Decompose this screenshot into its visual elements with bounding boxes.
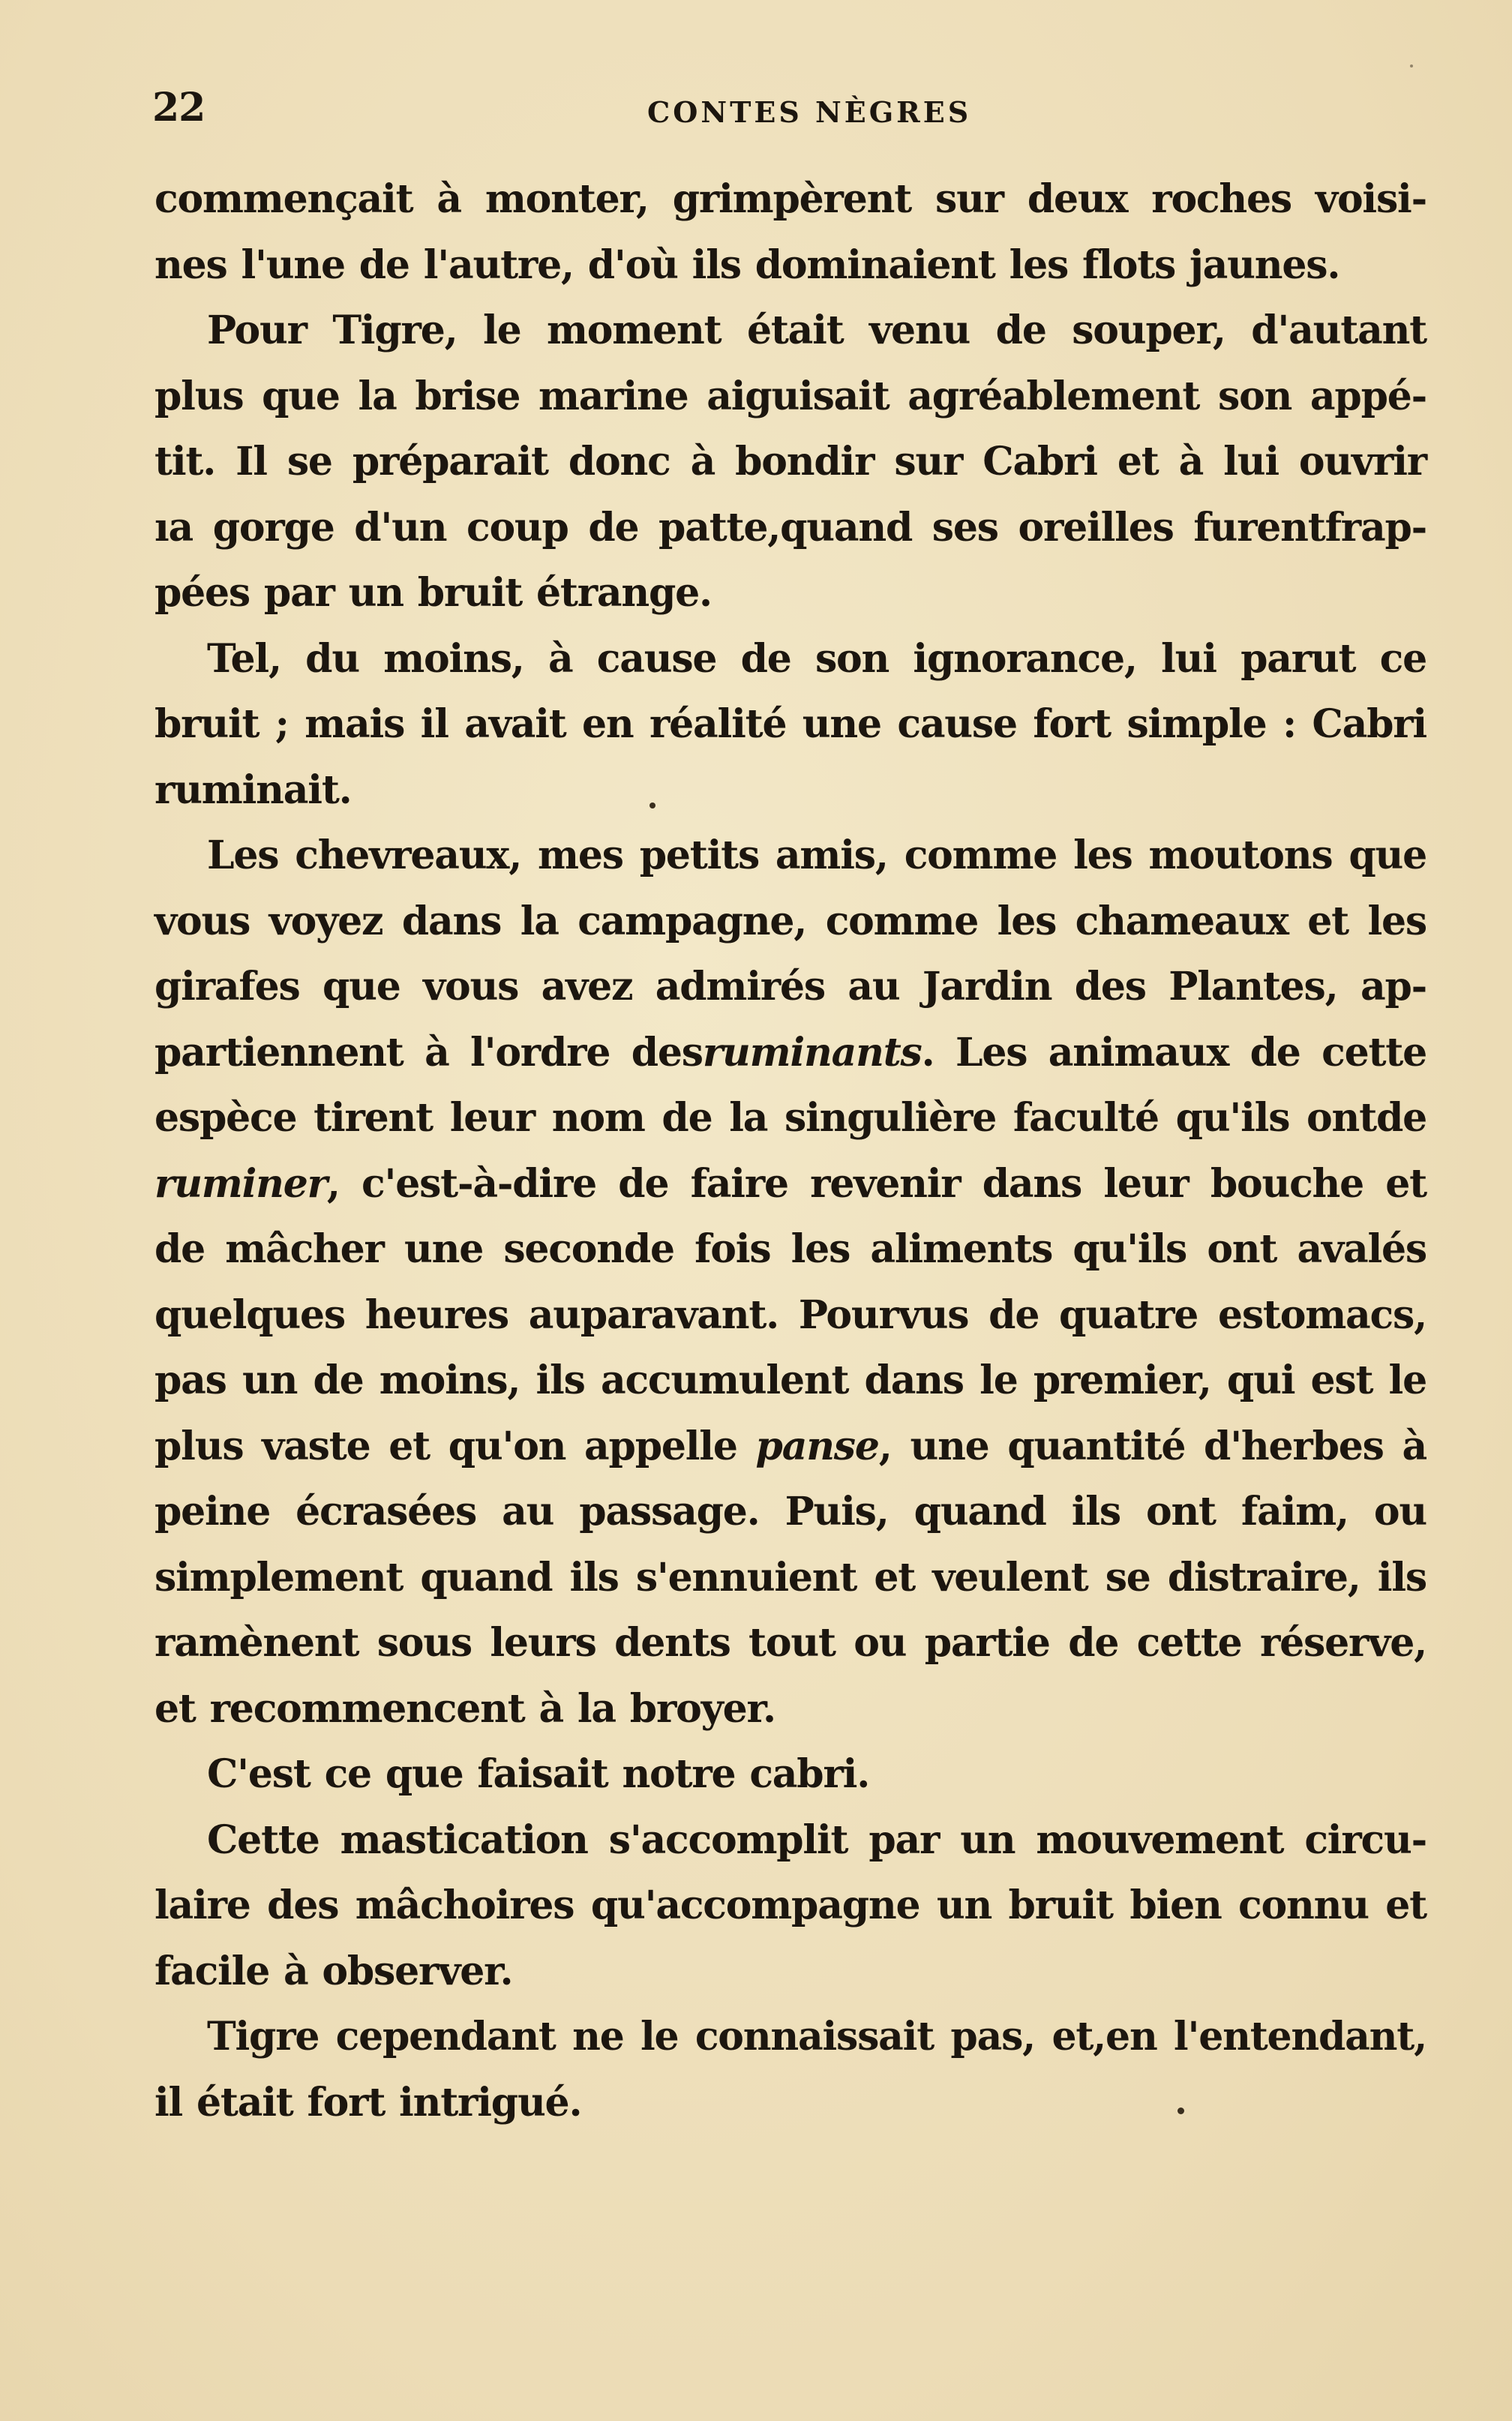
text-line: commençait à monter, grimpèrent sur deux roches voisi- (154, 176, 1426, 222)
text-line (154, 1020, 1426, 1086)
text-line: Les chevreaux, mes petits amis, comme les moutons que (207, 832, 1426, 878)
text-line: ıa gorge d'un coup de patte,quand ses oreilles furentfrap- (154, 504, 1426, 550)
text-segment: , c'est-à-dire de faire revenir dans leur bouche et (326, 1160, 1426, 1207)
text-line: Tel, du moins, à cause de son ignorance, lui parut ce (207, 635, 1426, 682)
italic-term: ruminants (702, 1029, 922, 1076)
text-line: Pour Tigre, le moment était venu de souper, d'autant (207, 308, 1426, 353)
ink-speck (1178, 2108, 1184, 2114)
text-segment: partiennent à l'ordre des (154, 1029, 703, 1076)
text-segment: plus vaste et qu'on appelle (154, 1423, 737, 1469)
italic-term: panse (755, 1423, 879, 1469)
text-line: nes l'une de l'autre, d'où ils dominaient les flots jaunes. (154, 242, 1340, 288)
text-line: facile à observer. (154, 1948, 513, 1994)
page-number: 22 (152, 85, 206, 130)
italic-term: ruminer (154, 1160, 327, 1207)
text-line: laire des mâchoires qu'accompagne un bruit bien connu et (154, 1882, 1426, 1928)
text-line: quelques heures auparavant. Pourvus de quatre estomacs, (154, 1292, 1426, 1338)
text-line: et recommencent à la broyer. (154, 1685, 776, 1732)
text-line: espèce tirent leur nom de la singulière faculté qu'ils ontde (154, 1095, 1426, 1141)
text-line: plus que la brise marine aiguisait agréablement son appé- (154, 373, 1426, 419)
text-line: Tigre cependant ne le connaissait pas, et,en l'entendant, (207, 2014, 1426, 2060)
text-line: ruminait. (154, 766, 352, 813)
text-line: de mâcher une seconde fois les aliments qu'ils ont avalés (154, 1226, 1426, 1272)
text-line: vous voyez dans la campagne, comme les chameaux et les (154, 898, 1426, 944)
text-line: peine écrasées au passage. Puis, quand ils ont faim, ou (154, 1489, 1426, 1534)
ink-speck (1410, 64, 1413, 68)
ink-speck (650, 802, 656, 808)
text-line: ramènent sous leurs dents tout ou partie de cette réserve, (154, 1620, 1426, 1666)
text-line (154, 1151, 1426, 1217)
body-text (154, 166, 1426, 2135)
text-line: tit. Il se préparait donc à bondir sur Cabri et à lui ouvrir (154, 439, 1426, 484)
text-line: C'est ce que faisait notre cabri. (207, 1751, 870, 1797)
running-title: CONTES NÈGRES (647, 95, 972, 129)
text-line: simplement quand ils s'ennuient et veulent se distraire, ils (154, 1554, 1426, 1600)
page-header (152, 78, 1427, 138)
text-line: il était fort intrigué. (154, 2079, 582, 2126)
text-line: bruit ; mais il avait en réalité une cause fort simple : Cabri (154, 701, 1426, 747)
text-line: girafes que vous avez admirés au Jardin des Plantes, ap- (154, 964, 1426, 1010)
text-segment: , une quantité d'herbes à (878, 1423, 1427, 1469)
text-line (154, 1414, 1426, 1480)
text-line: Cette mastication s'accomplit par un mouvement circu- (207, 1816, 1426, 1863)
text-line: pées par un bruit étrange. (154, 570, 712, 616)
text-line: pas un de moins, ils accumulent dans le premier, qui est le (154, 1358, 1426, 1403)
text-segment: . Les animaux de cette (921, 1029, 1426, 1076)
